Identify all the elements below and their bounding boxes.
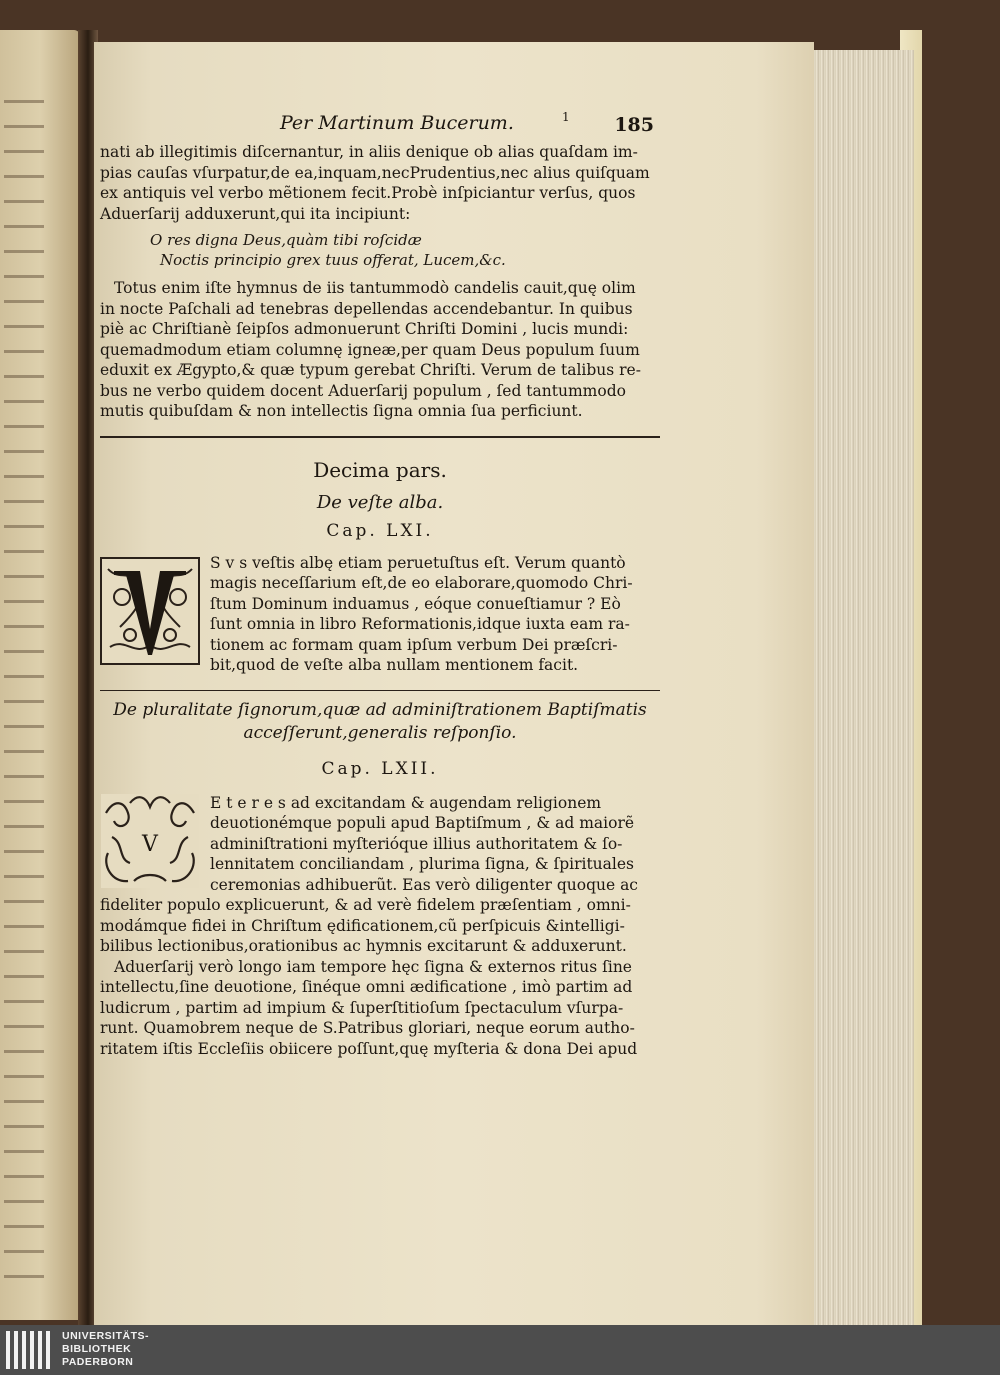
text-line: quemadmodum etiam columnę igneæ,per quam Deus populum ſuum xyxy=(100,340,640,359)
library-name-line: UNIVERSITÄTS- xyxy=(62,1330,150,1342)
text-line: mutis quibuſdam & non intellectis ſigna omnia ſua perficiunt. xyxy=(100,402,583,420)
text-line: ex antiquis vel verbo mẽtionem fecit.Probè inſpiciantur verſus, quos xyxy=(100,184,636,202)
text-line: nati ab illegitimis diſcernantur, in aliis denique ob alias quaſdam im- xyxy=(100,143,638,161)
text-line: E t e r e s ad excitandam & augendam religionem xyxy=(210,793,602,812)
running-head xyxy=(100,108,660,142)
chapter-number: Cap. LXI. xyxy=(326,520,434,541)
text-line: Totus enim iſte hymnus de iis tantummodò candelis cauit,quę olim xyxy=(114,279,636,297)
text-line: runt. Quamobrem neque de S.Patribus gloriari, neque eorum autho- xyxy=(100,1019,635,1037)
text-line: bus ne verbo quidem docent Aduerſarij populum , ſed tantummodo xyxy=(100,381,626,400)
text-line: ſtum Dominum induamus , eóque conueſtiamur ? Eò xyxy=(210,594,621,613)
text-line: ludicrum , partim ad impium & ſuperſtitioſum ſpectaculum vſurpa- xyxy=(100,998,624,1017)
library-logo-icon xyxy=(6,1331,54,1369)
page-number: 185 xyxy=(614,114,654,136)
library-name-line: PADERBORN xyxy=(62,1356,134,1368)
text-line: tionem ac formam quam ipſum verbum Dei præſcri- xyxy=(210,635,618,654)
verse-line: Noctis principio grex tuus offerat, Lucem,&c. xyxy=(160,251,506,269)
initial-letter: V xyxy=(142,831,158,857)
heading-line: De pluralitate ſignorum,quæ ad adminiſtrationem Baptiſmatis xyxy=(113,699,647,720)
left-page-text-fragments xyxy=(4,100,44,1300)
section-rule xyxy=(100,690,660,691)
page-text xyxy=(100,108,660,1059)
section-subtitle: De veſte alba. xyxy=(316,491,444,513)
decorated-initial-v xyxy=(100,557,200,665)
marginal-mark: 1 xyxy=(562,110,570,124)
library-footer xyxy=(0,1325,1000,1375)
page-edges xyxy=(808,50,914,1325)
text-line: ceremonias adhibuerũt. Eas verò diligenter quoque ac xyxy=(210,875,638,894)
library-name xyxy=(62,1330,149,1369)
verse-line: O res digna Deus,quàm tibi roſcidæ xyxy=(150,231,422,249)
chapter-62-heading xyxy=(100,699,660,745)
text-line: piè ac Chriſtianè ſeipſos admonuerunt Chriſti Domini , lucis mundi: xyxy=(100,320,629,338)
paragraph-1 xyxy=(100,142,660,224)
paragraph-2 xyxy=(100,278,660,422)
chapter-62-body xyxy=(100,793,660,896)
paragraph-adversaries xyxy=(100,957,660,1060)
text-line: deuotionémque populi apud Baptiſmum , & ad maiorẽ xyxy=(210,814,635,832)
text-line: pias cauſas vſurpatur,de ea,inquam,necPrudentius,nec alius quiſquam xyxy=(100,163,650,182)
text-line: Aduerſarij verò longo iam tempore hęc ſigna & externos ritus ſine xyxy=(114,957,632,976)
text-line: adminiſtrationi myſterióque illius authoritatem & ſo- xyxy=(210,834,623,853)
text-line: ſunt omnia in libro Reformationis,idque iuxta eam ra- xyxy=(210,615,630,633)
text-line: eduxit ex Ægypto,& quæ typum gerebat Chriſti. Verum de talibus re- xyxy=(100,361,641,379)
decorated-initial-v-2 xyxy=(100,793,200,889)
hymn-verse xyxy=(150,230,660,270)
text-line: magis neceſſarium eſt,de eo elaborare,quomodo Chri- xyxy=(210,574,633,592)
text-line: intellectu,ſine deuotione, ſinéque omni ædificatione , imò partim ad xyxy=(100,978,633,996)
chapter-62-continued xyxy=(100,895,660,957)
left-page-edge xyxy=(0,30,80,1320)
library-name-line: BIBLIOTHEK xyxy=(62,1343,132,1355)
heading-line: acceſſerunt,generalis reſponſio. xyxy=(243,722,517,743)
text-line: fideliter populo explicuerunt, & ad verè fidelem præſentiam , omni- xyxy=(100,896,631,914)
chapter-61-body xyxy=(100,553,660,676)
text-line: bit,quod de veſte alba nullam mentionem facit. xyxy=(210,656,579,674)
part-title: Decima pars. xyxy=(313,457,447,482)
chapter-number: Cap. LXII. xyxy=(321,758,439,779)
text-line: in nocte Paſchali ad tenebras depellendas accendebantur. In quibus xyxy=(100,299,633,318)
text-line: modámque fidei in Chriſtum ędificationem,cũ perſpicuis &intelligi- xyxy=(100,916,625,935)
section-rule xyxy=(100,436,660,438)
text-line: ritatem iſtis Eccleſiis obiicere poſſunt,quę myſteria & dona Dei apud xyxy=(100,1039,638,1058)
text-line: S v s veſtis albę etiam peruetuſtus eſt. Verum quantò xyxy=(210,553,626,572)
text-line: bilibus lectionibus,orationibus ac hymnis excitarunt & adduxerunt. xyxy=(100,937,627,955)
running-head-title: Per Martinum Bucerum. xyxy=(280,112,514,134)
text-line: Aduerſarij adduxerunt,qui ita incipiunt: xyxy=(100,204,411,223)
text-line: lennitatem conciliandam , plurima ſigna, & ſpirituales xyxy=(210,855,634,873)
